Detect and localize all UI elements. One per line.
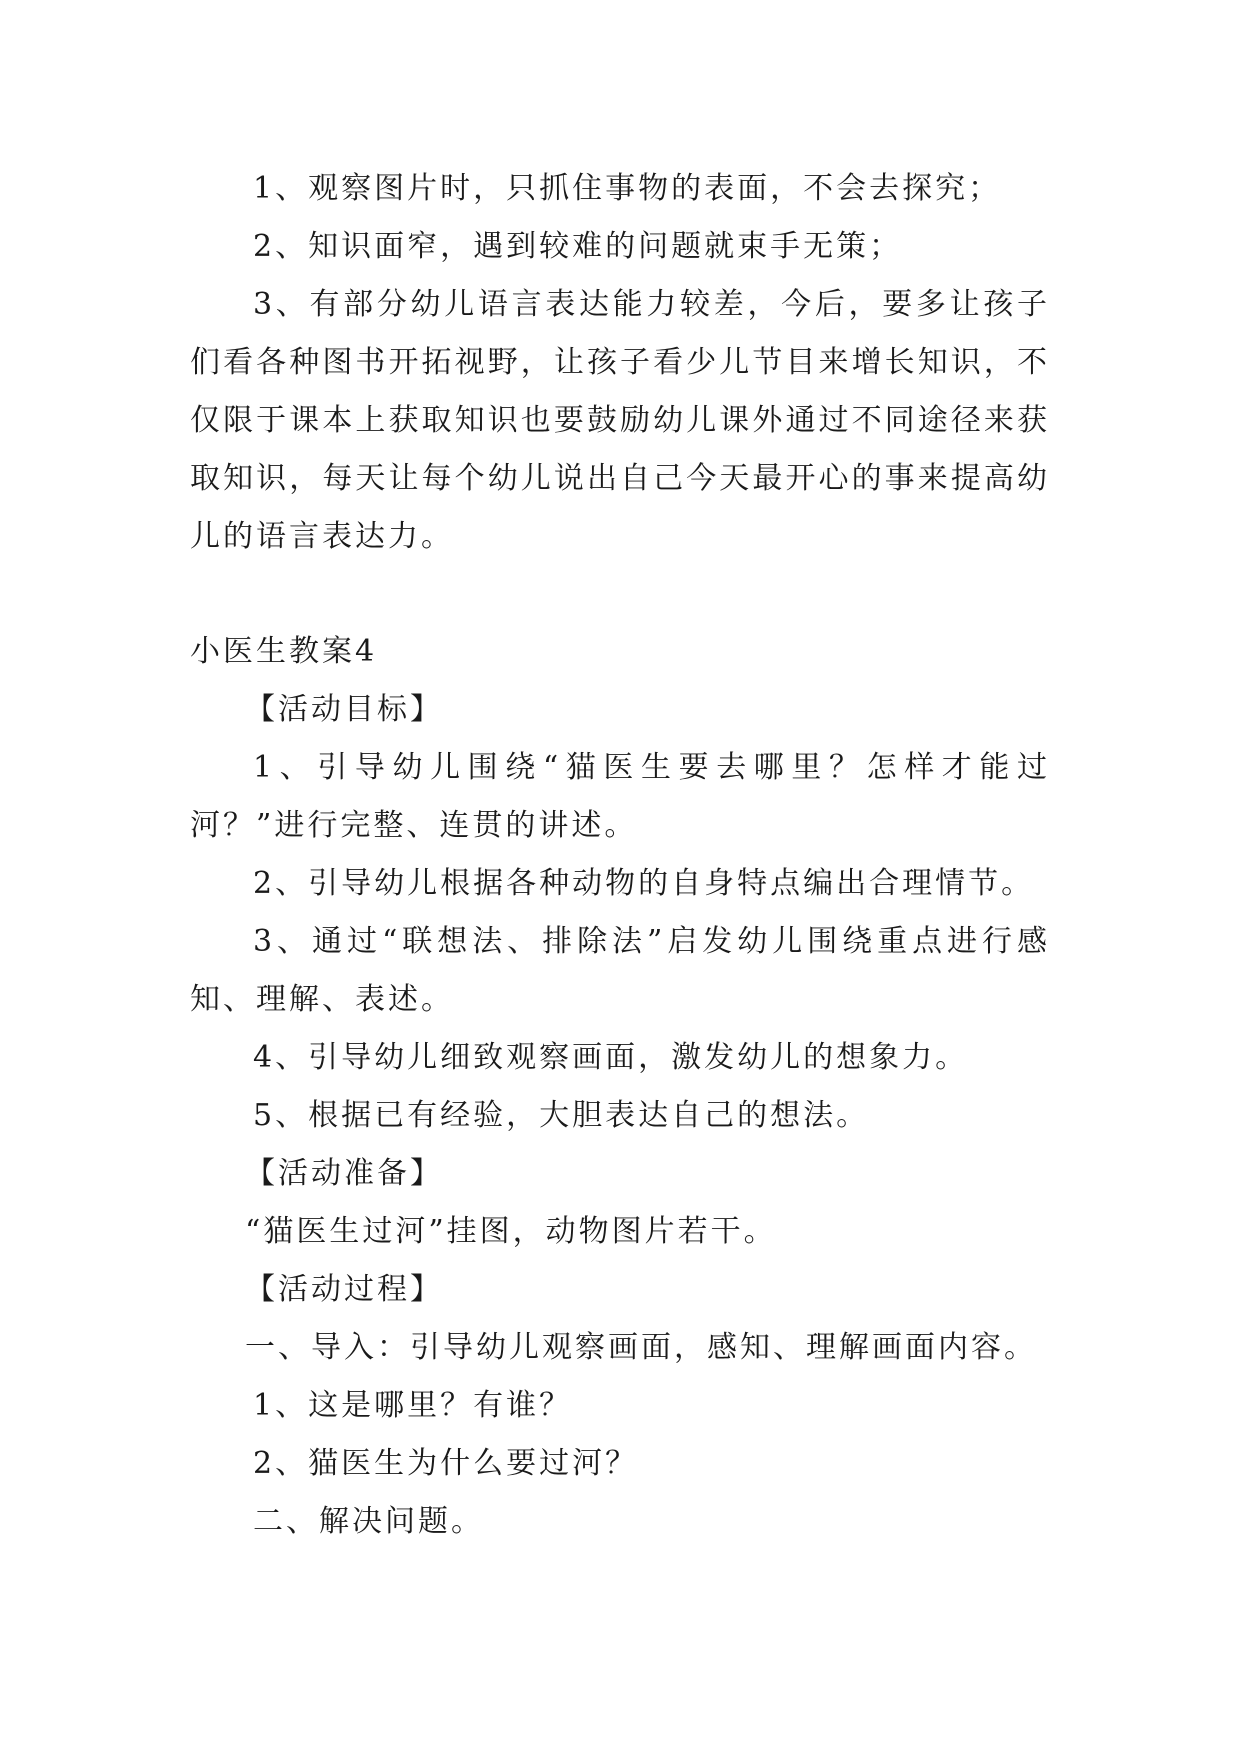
document-body [190,160,1050,1551]
process-step: 一、导入：引导幼儿观察画面，感知、理解画面内容。 [245,1330,1037,1365]
observation-item-3: 3、有部分幼儿语言表达能力较差，今后，要多让孩子们看各种图书开拓视野，让孩子看少儿节目来增长知识，不仅限于课本上获取知识也要鼓励幼儿课外通过不同途径来获取知识，每天让每个幼儿说出自己今天最开心的事来提高幼儿的语言表达力。 [190,287,1050,554]
process-step: 2、猫医生为什么要过河？ [253,1446,639,1481]
goals-heading: 【活动目标】 [245,692,443,727]
prep-heading: 【活动准备】 [245,1156,443,1191]
observation-item-1: 1、观察图片时，只抓住事物的表面，不会去探究； [253,171,1002,206]
prep-text: “猫医生过河”挂图，动物图片若干。 [245,1214,777,1249]
goal-item: 2、引导幼儿根据各种动物的自身特点编出合理情节。 [253,866,1035,901]
goal-item: 4、引导幼儿细致观察画面，激发幼儿的想象力。 [253,1040,969,1075]
process-heading: 【活动过程】 [245,1272,443,1307]
process-step: 二、解决问题。 [253,1504,484,1539]
goal-item: 1、引导幼儿围绕“猫医生要去哪里？怎样才能过河？”进行完整、连贯的讲述。 [190,750,1050,843]
observation-item-2: 2、知识面窄，遇到较难的问题就束手无策； [253,229,903,264]
lesson-title: 小医生教案4 [190,634,378,669]
process-step: 1、这是哪里？有谁？ [253,1388,573,1423]
section-spacer [190,566,1050,623]
goal-item: 5、根据已有经验，大胆表达自己的想法。 [253,1098,870,1133]
goal-item: 3、通过“联想法、排除法”启发幼儿围绕重点进行感知、理解、表述。 [190,924,1050,1017]
